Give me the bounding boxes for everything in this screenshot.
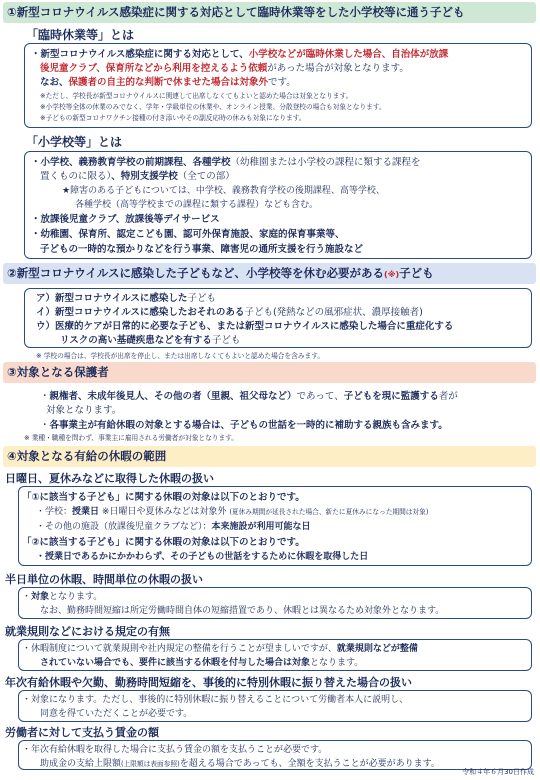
- leave-heading-2: 半日単位の休暇、時間単位の休暇の扱い: [5, 573, 203, 586]
- rinji-line-3: なお、保護者の自主的な判断で休ませた場合は対象外です。: [40, 77, 296, 88]
- leave-box1-line-1: 「①に該当する子ども」に関する休暇の対象は以下のとおりです。: [22, 492, 305, 503]
- shogakko-line-2: 置くものに限る）、特別支援学校（全ての部）: [40, 171, 235, 182]
- leave-heading-4: 年次有給休暇や欠勤、勤務時間短縮を、事後的に特別休暇に振り替えた場合の扱い: [5, 676, 412, 689]
- rinji-note-1: ※ただし、学校長が新型コロナウイルスに関連して出席しなくてもよいと認めた場合は対象となります。: [40, 92, 353, 100]
- rinji-line-1: ・新型コロナウイルス感染症に関する対応として、小学校などが臨時休業した場合、自治体が放課: [31, 49, 449, 60]
- creation-date: 令和４年６月30日作成: [462, 768, 534, 776]
- leave-box2-line-2: なお、勤務時間短縮は所定労働時間自体の短縮措置であり、休暇とは異なるため対象外となります。: [40, 606, 445, 616]
- rinji-line-2: 後児童クラブ、保育所などから利用を控えるよう依頼があった場合が対象となります。: [40, 63, 409, 74]
- leave-box5-line-1: ・年次有給休暇を取得した場合に支払う賃金の額を支払うことが必要です。: [22, 745, 328, 755]
- leave-box1-line-4: 「②に該当する子ども」に関する休暇の対象は以下のとおりです。: [22, 537, 305, 548]
- shogakko-line-7: 子どもの一時的な預かりなどを行う事業、障害児の通所支援を行う施設など: [40, 244, 364, 255]
- leave-heading-1: 日曜日、夏休みなどに取得した休暇の扱い: [5, 472, 214, 485]
- parent-line-3: ・各事業主が有給休暇の対象とする場合は、子どもの世話を一時的に補助する親族も含みます。: [40, 420, 448, 431]
- shogakko-line-1: ・小学校、義務教育学校の前期課程、各種学校（幼稚園または小学校の課程に類する課程を: [31, 157, 421, 168]
- leave-box3-line-2: されていない場合でも、要件に該当する休暇を付与した場合は対象となります。: [40, 658, 364, 668]
- parent-line-1: ・親権者、未成年後見人、その他の者（里親、祖父母など）であって、子どもを現に監護する者が: [40, 391, 458, 402]
- child-item-b: イ）新型コロナウイルスに感染したおそれのある子ども(発熱などの風邪症状、濃厚接触者): [36, 307, 423, 318]
- section-2-header: ②新型コロナウイルスに感染した子どもなど、小学校等を休む必要がある(※)子ども: [3, 263, 536, 284]
- leave-box1-line-5: ・授業日であるかにかかわらず、その子どもの世話をするために休暇を取得した日: [36, 552, 369, 562]
- parent-note: ※ 業種・職種を問わず、事業主に雇用される労働者が対象となります。: [24, 434, 238, 442]
- child-item-a: ア）新型コロナウイルスに感染した子ども: [36, 293, 216, 304]
- leave-box1-line-2: ・学校：授業日 ※日曜日や夏休みなどは対象外 (夏休み期間が延長された場合、新たに夏休みになった期間は対象): [36, 507, 429, 517]
- leave-heading-5: 労働者に対して支払う賃金の額: [5, 726, 159, 739]
- section-3-header: ③対象となる保護者: [3, 362, 536, 383]
- section-1-header: ①新型コロナウイルス感染症に関する対応として臨時休業等をした小学校等に通う子ども: [3, 2, 536, 23]
- rinji-note-2: ※小学校等全体の休業のみでなく、学年・学級単位の休業や、オンライン授業、分散登校の場合も対象となります。: [40, 103, 386, 111]
- rinji-heading: 「臨時休業等」とは: [26, 28, 135, 42]
- leave-box4-line-2: 同意を得ていただくことが必要です。: [40, 709, 193, 719]
- shogakko-heading: 「小学校等」とは: [26, 135, 123, 149]
- rinji-note-3: ※子どもの新型コロナワクチン接種の付き添いやその副反応時の休みも対象になります。: [40, 114, 306, 122]
- leave-box5-line-2: 助成金の支給上限額(上限額は表面参照)を超える場合であっても、全額を支払うことが必要があります。: [40, 759, 440, 769]
- leave-box1-line-3: ・その他の施設（放課後児童クラブなど）：本来施設が利用可能な日: [36, 522, 311, 532]
- child-note: ※ 学校の場合は、学校長が出席を停止し、または出席しなくてもよいと認めた場合を含みます。: [36, 352, 325, 360]
- shogakko-line-4: 各種学校（高等学校までの課程に類する課程）なども含む。: [75, 200, 319, 210]
- child-item-c: ウ）医療的ケアが日常的に必要な子ども、または新型コロナウイルスに感染した場合に重症化する: [36, 321, 454, 332]
- leave-box3-line-1: ・休暇制度について就業規則や社内規定の整備を行うことが望ましいですが、就業規則などが整備: [22, 644, 418, 654]
- shogakko-line-5: ・放課後児童クラブ、放課後等デイサービス: [31, 214, 220, 225]
- section-4-header: ④対象となる有給の休暇の範囲: [3, 446, 536, 467]
- leave-heading-3: 就業規則などにおける規定の有無: [5, 625, 170, 638]
- leave-box4-line-1: ・対象になります。ただし、事後的に特別休暇に振り替えることについて労働者本人に説明し、: [22, 695, 409, 705]
- shogakko-line-3: ★障害のある子どもについては、中学校、義務教育学校の後期課程、高等学校、: [62, 186, 385, 196]
- shogakko-line-6: ・幼稚園、保育所、認定こども園、認可外保育施設、家庭的保育事業等、: [31, 229, 345, 240]
- child-item-c-cont: リスクの高い基礎疾患などを有する子ども: [60, 335, 241, 346]
- parent-line-2: 対象となります。: [46, 405, 122, 416]
- leave-box2-line-1: ・対象となります。: [22, 592, 103, 602]
